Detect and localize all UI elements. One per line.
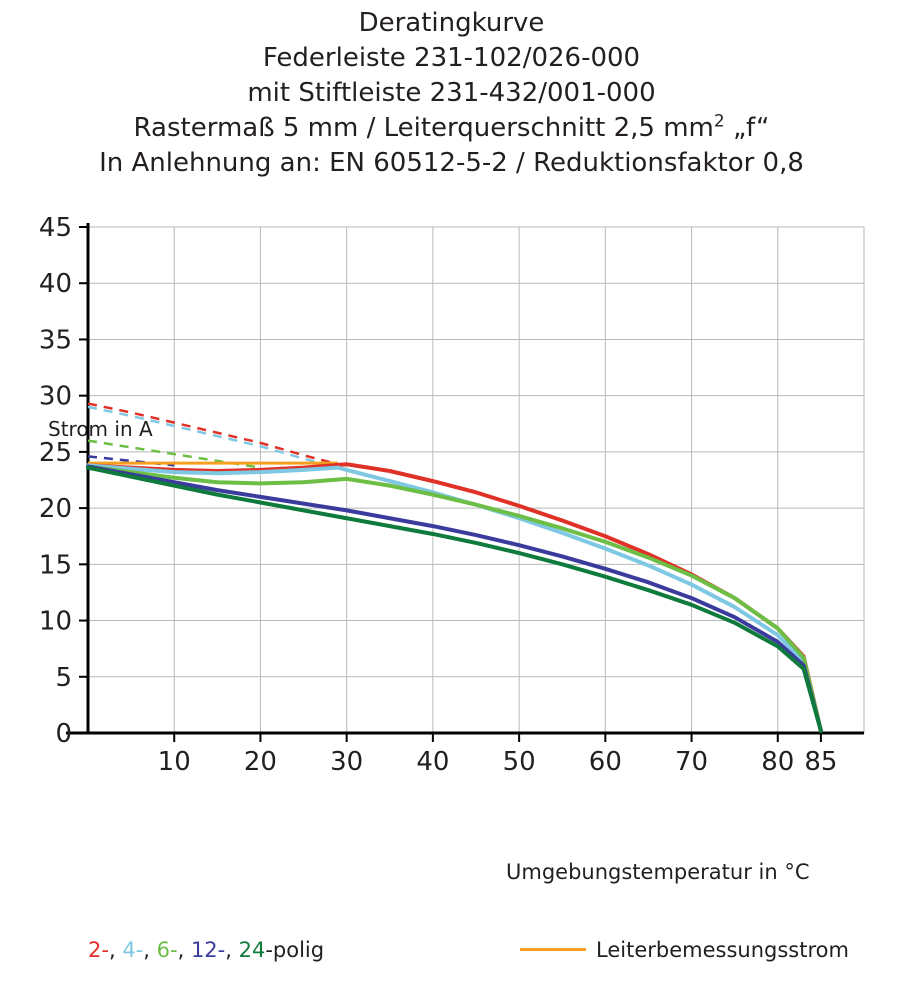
y-tick-label: 35 — [38, 325, 72, 356]
title-line-4-main: Rastermaß 5 mm / Leiterquerschnitt 2,5 mm — [133, 113, 714, 143]
title-line-4 — [0, 111, 903, 146]
y-axis-title: Strom in A — [48, 417, 153, 441]
y-tick-label: 20 — [38, 494, 72, 525]
legend-series-part-1: , — [108, 938, 123, 962]
x-axis-title: Umgebungstemperatur in °C — [506, 860, 810, 884]
series-dashed-4-polig — [88, 407, 338, 468]
x-tick-label: 60 — [588, 747, 622, 777]
y-tick-label: 15 — [38, 550, 72, 581]
legend-series-part-6: 12- — [190, 938, 226, 962]
legend-series-part-2: 4- — [122, 938, 144, 962]
series-curve-6-polig — [88, 467, 821, 731]
legend-series-part-3: , — [143, 938, 157, 962]
legend-series-labels — [88, 938, 324, 962]
legend-series-part-8: 24 — [238, 938, 266, 962]
title-line-4-superscript: 2 — [713, 111, 725, 132]
rated-current-swatch — [520, 948, 586, 951]
series-curve-4-polig — [88, 465, 821, 730]
x-tick-label: 50 — [502, 747, 536, 777]
title-line-2: Federleiste 231-102/026-000 — [262, 43, 641, 73]
title-line-1: Deratingkurve — [358, 8, 545, 38]
y-tick-label: 0 — [55, 719, 72, 749]
rated-current-label: Leiterbemessungsstrom — [596, 938, 849, 962]
y-tick-label: 45 — [38, 213, 72, 243]
deratingkurve-plot — [0, 181, 903, 821]
series-curve-2-polig — [88, 464, 821, 730]
y-tick-label: 40 — [38, 269, 72, 300]
title-line-4-tail: „f“ — [724, 113, 770, 143]
series-curve-12-polig — [88, 467, 821, 731]
y-tick-label: 5 — [55, 662, 72, 693]
legend-series-part-5: , — [177, 938, 191, 962]
legend-rated-current — [520, 938, 849, 962]
y-tick-label: 30 — [38, 381, 72, 412]
x-tick-label: 10 — [157, 747, 191, 777]
legend-series-part-7: , — [225, 938, 239, 962]
x-tick-label: 80 — [761, 747, 795, 777]
x-tick-label: 20 — [243, 747, 277, 777]
series-curve-24-polig — [88, 468, 821, 731]
x-tick-label: 30 — [330, 747, 364, 777]
title-line-3: mit Stiftleiste 231-432/001-000 — [247, 78, 656, 108]
chart-title-block — [0, 0, 903, 181]
x-tick-label: 70 — [675, 747, 709, 777]
chart-area — [0, 181, 903, 801]
title-line-5: In Anlehnung an: EN 60512-5-2 / Reduktionsfaktor 0,8 — [99, 148, 804, 178]
x-tick-label: 40 — [416, 747, 450, 777]
y-tick-label: 25 — [38, 437, 72, 468]
legend-series-part-4: 6- — [156, 938, 178, 962]
x-tick-label: 85 — [804, 747, 838, 777]
y-tick-label: 10 — [38, 606, 72, 637]
legend-series-part-0: 2- — [88, 938, 109, 962]
chart-legend — [0, 930, 903, 990]
legend-series-part-9: -polig — [265, 938, 325, 962]
series-dashed-2-polig — [88, 404, 338, 465]
